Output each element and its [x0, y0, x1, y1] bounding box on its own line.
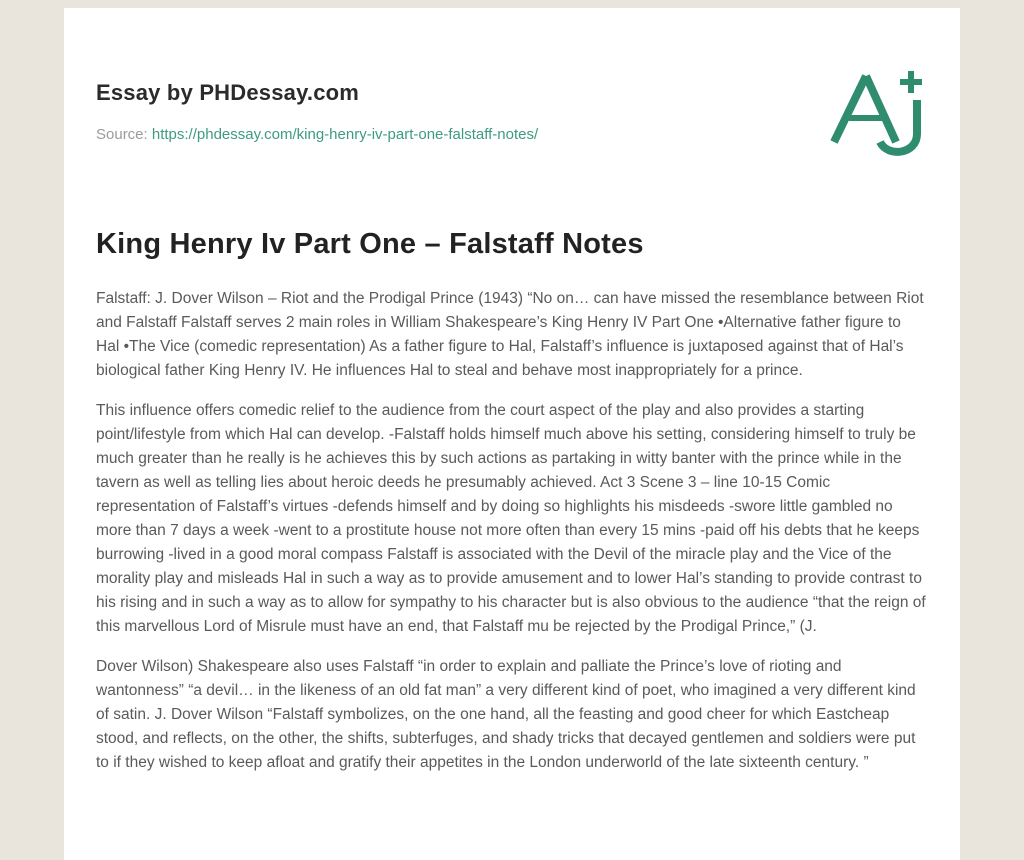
essay-paragraph: This influence offers comedic relief to the audience from the court aspect of the play and also provides a starting point/lifestyle from which Hal can develop. -Falstaff holds himself much above his setting, considering himself to truly be much greater than he really is he achieves this by such actions as partaking in witty banter with the prince while in the tavern as well as telling lies about heroic deeds he presumably achieved. Act 3 Scene 3 – line 10-15 Comic representation of Falstaff’s virtues -defends himself and by doing so highlights his misdeeds -swore little gambled no more than 7 days a week -went to a prostitute house not more often than every 15 mins -paid off his debts that he keeps burrowing -lived in a good moral compass Falstaff is associated with the Devil of the miracle play and the Vice of the morality play and misleads Hal in such a way as to provide amusement and to lower Hal’s standing to provide contrast to his rising and in such a way as to allow for sympathy to his character but is also obvious to the audience “that the reign of this marvellous Lord of Misrule must have an end, that Falstaff mu be rejected by the Prodigal Prince,” (J. — [96, 402, 926, 635]
source-url-link[interactable]: https://phdessay.com/king-henry-iv-part-one-falstaff-notes/ — [151, 126, 539, 143]
page-title: Essay by PHDessay.com — [96, 80, 360, 105]
essay-paragraph: Dover Wilson) Shakespeare also uses Falstaff “in order to explain and palliate the Prince’s love of rioting and wantonness” “a devil… in the likeness of an old fat man” a very different kind of poet, who imagined a very different kind of satin. J. Dover Wilson “Falstaff symbolizes, on the one hand, all the feasting and good cheer for which Eastcheap stood, and reflects, on the other, the shifts, subterfuges, and shady tricks that decayed gentlemen and soldiers were put to if they wished to keep afloat and gratify their appetites in the London underworld of the late sixteenth century. ” — [96, 658, 916, 771]
essay-paragraph: Falstaff: J. Dover Wilson – Riot and the Prodigal Prince (1943) “No on… can have missed the resemblance between Riot and Falstaff Falstaff serves 2 main roles in William Shakespeare’s King Henry IV Part One •Alternative father figure to Hal •The Vice (comedic representation) As a father figure to Hal, Falstaff’s influence is juxtaposed against that of Hal’s biological father King Henry IV. He influences Hal to steal and behave most inappropriately for a prince. — [96, 290, 924, 379]
essay-body — [96, 287, 928, 791]
essay-title: King Henry Iv Part One – Falstaff Notes — [96, 228, 644, 260]
phdessay-logo-icon — [824, 66, 930, 164]
logo-a-left-stroke — [834, 76, 866, 142]
source-line — [96, 126, 538, 143]
source-label: Source: — [96, 126, 148, 143]
essay-card — [64, 8, 960, 860]
logo-a-right-stroke — [866, 76, 896, 142]
